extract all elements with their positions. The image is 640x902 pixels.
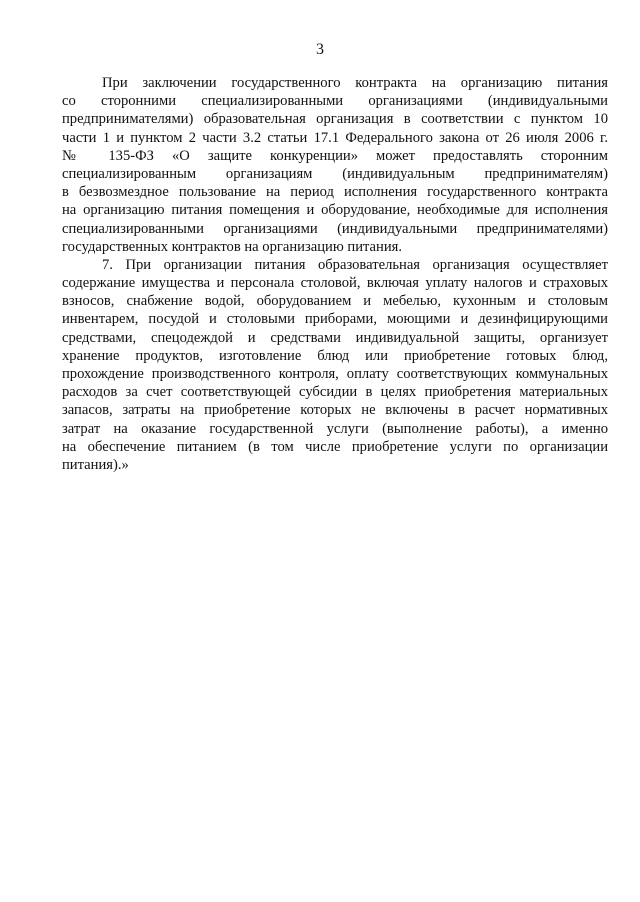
text-line: № 135-ФЗ «О защите конкуренции» может предоставлять сторонним — [62, 147, 608, 164]
text-line: инвентарем, посудой и столовыми приборами, моющими и дезинфицирующими — [62, 311, 608, 328]
text-line: части 1 и пунктом 2 части 3.2 статьи 17.1 Федерального закона от 26 июля 2006 г. — [62, 129, 608, 146]
text-line: 7. При организации питания образовательная организация осуществляет — [102, 256, 608, 273]
text-line: со сторонними специализированными организациями (индивидуальными — [62, 93, 608, 110]
paragraph-item-7 — [62, 256, 608, 474]
text-line: питания).» — [62, 456, 129, 473]
text-line: специализированным организациям (индивидуальным предпринимателям) — [62, 165, 608, 182]
text-line: на обеспечение питанием (в том числе приобретение услуги по организации — [62, 438, 608, 455]
paragraph-contract-premises — [62, 74, 608, 256]
document-body — [62, 74, 608, 474]
text-line: государственных контрактов на организацию питания. — [62, 238, 403, 255]
text-line: предпринимателями) образовательная организация в соответствии с пунктом 10 — [62, 111, 608, 128]
text-line: затрат на оказание государственной услуги (выполнение работы), а именно — [62, 420, 608, 437]
text-line: хранение продуктов, изготовление блюд или приобретение готовых блюд, — [62, 347, 608, 364]
text-line: взносов, снабжение водой, оборудованием и мебелью, кухонным и столовым — [62, 293, 608, 310]
text-line: специализированными организациями (индивидуальными предпринимателями) — [62, 220, 608, 237]
text-line: При заключении государственного контракта на организацию питания — [102, 75, 608, 91]
text-line: содержание имущества и персонала столовой, включая уплату налогов и страховых — [62, 275, 608, 292]
text-line: расходов за счет соответствующей субсидии в целях приобретения материальных — [62, 384, 608, 401]
text-line: средствами, спецодеждой и средствами индивидуальной защиты, организует — [62, 329, 608, 346]
text-line: прохождение производственного контроля, оплату соответствующих коммунальных — [62, 366, 608, 382]
text-line: в безвозмездное пользование на период исполнения государственного контракта — [62, 184, 608, 201]
page-number: 3 — [316, 41, 324, 58]
text-line: на организацию питания помещения и оборудование, необходимые для исполнения — [62, 202, 608, 219]
text-line: запасов, затраты на приобретение которых не включены в расчет нормативных — [62, 402, 608, 419]
